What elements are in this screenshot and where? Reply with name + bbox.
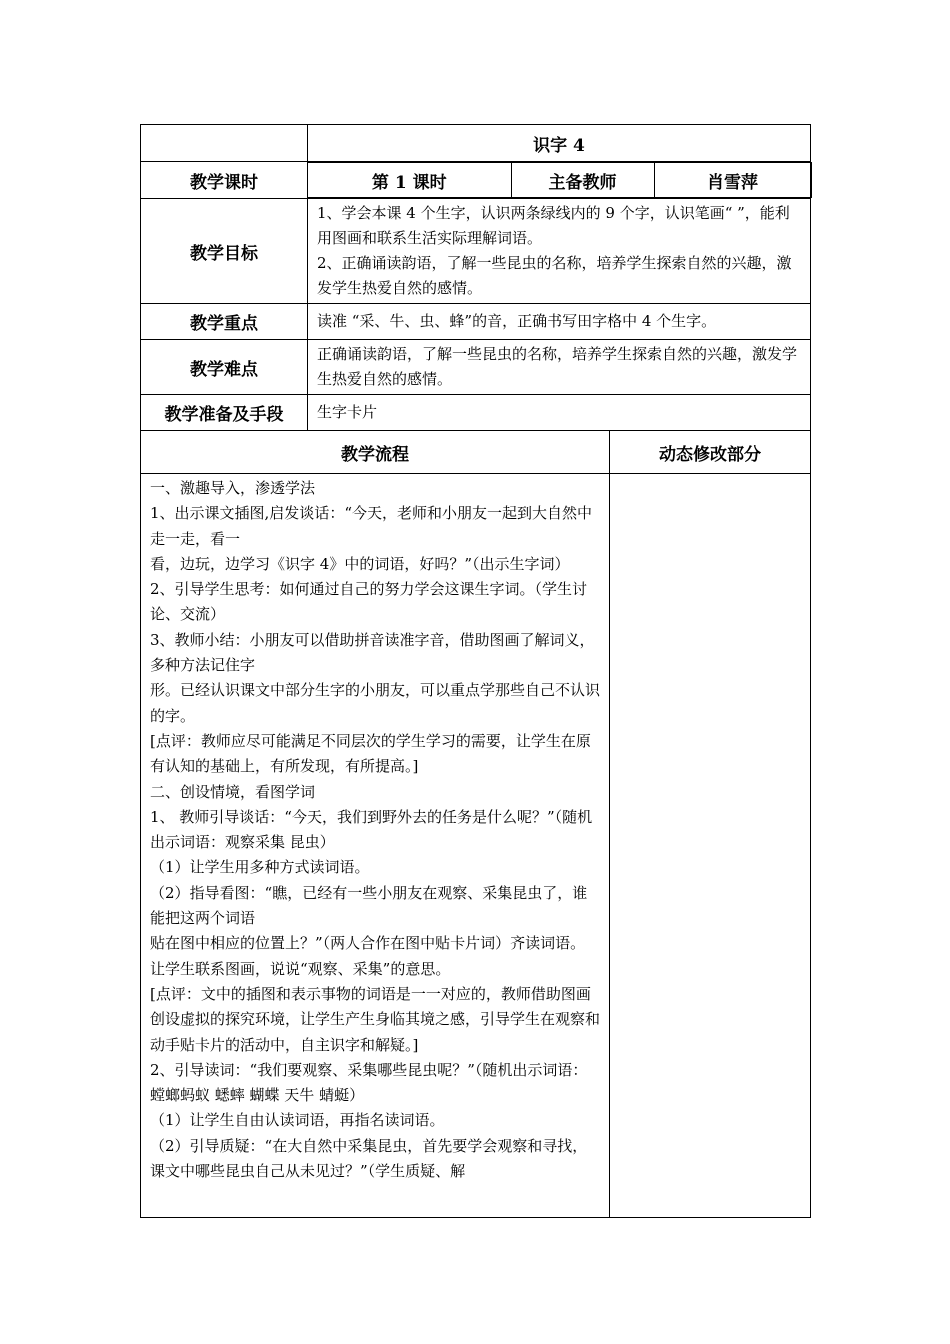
difficulties-label: 教学难点 — [141, 340, 308, 395]
period-cells — [308, 162, 811, 199]
flow-header-process: 教学流程 — [141, 431, 610, 474]
flow-line: 看，边玩，边学习《识字 4》中的词语，好吗？”（出示生字词） — [150, 554, 570, 573]
flow-header-changes: 动态修改部分 — [610, 431, 811, 474]
flow-line: 二、创设情境，看图学词 — [150, 782, 316, 801]
flow-header-row — [141, 431, 811, 474]
teacher-label: 主备教师 — [511, 163, 654, 198]
flow-line: （1）让学生自由认读词语，再指名读词语。 — [150, 1111, 445, 1130]
flow-line: （2）指导看图：“瞧，已经有一些小朋友在观察、采集昆虫了，谁能把这两个词语 — [150, 883, 588, 928]
objective-1: 1、学会本课 4 个生字，认识两条绿线内的 9 个字，认识笔画“ ”，能利用图画和联系生活实际理解词语。 — [317, 204, 790, 247]
flow-line: 3、教师小结：小朋友可以借助拼音读准字音，借助图画了解词义，多种方法记住字 — [150, 630, 595, 675]
title-row — [141, 125, 811, 162]
period-value: 第 1 课时 — [308, 163, 511, 198]
preparation-label: 教学准备及手段 — [141, 395, 308, 431]
preparation-text: 生字卡片 — [308, 395, 811, 431]
objectives-text — [308, 199, 811, 304]
title-blank-cell — [141, 125, 308, 162]
flow-changes-cell — [610, 474, 811, 1218]
flow-line: [点评：教师应尽可能满足不同层次的学生学习的需要，让学生在原有认知的基础上，有所发现，有所提高。] — [150, 731, 591, 776]
objectives-row — [141, 199, 811, 304]
flow-line: 让学生联系图画，说说“观察、采集”的意思。 — [150, 959, 451, 978]
flow-line: 1、 教师引导谈话：“今天，我们到野外去的任务是什么呢？”（随机出示词语：观察采集 昆虫） — [150, 807, 593, 852]
flow-body-row — [141, 474, 811, 1218]
key-points-row — [141, 304, 811, 340]
flow-line: （2）引导质疑：“在大自然中采集昆虫，首先要学会观察和寻找，课文中哪些昆虫自己从未见过？”（学生质疑、解 — [150, 1136, 588, 1181]
key-points-label: 教学重点 — [141, 304, 308, 340]
difficulties-text: 正确诵读韵语，了解一些昆虫的名称，培养学生探索自然的兴趣，激发学生热爱自然的感情。 — [308, 340, 811, 395]
flow-line: [点评：文中的插图和表示事物的词语是一一对应的，教师借助图画创设虚拟的探究环境，让学生产生身临其境之感，引导学生在观察和动手贴卡片的活动中，自主识字和解疑。] — [150, 984, 601, 1054]
lesson-plan-table — [140, 124, 811, 1218]
objectives-label: 教学目标 — [141, 199, 308, 304]
period-row — [141, 162, 811, 199]
flow-line: （1）让学生用多种方式读词语。 — [150, 858, 370, 877]
flow-line: 2、引导学生思考：如何通过自己的努力学会这课生字词。（学生讨论、交流） — [150, 580, 588, 624]
flow-line: 2、引导读词：“我们要观察、采集哪些昆虫呢？”（随机出示词语：螳螂蚂蚁 蟋蟀 蝴蝶 天牛 蜻蜓） — [150, 1060, 588, 1105]
lesson-title: 识字 4 — [308, 125, 811, 162]
key-points-text: 读准 “采、牛、虫、蜂”的音，正确书写田字格中 4 个生字。 — [308, 304, 811, 340]
flow-line: 1、出示课文插图,启发谈话：“今天，老师和小朋友一起到大自然中走一走，看一 — [150, 504, 592, 548]
teacher-name: 肖雪萍 — [654, 163, 811, 198]
difficulties-row — [141, 340, 811, 395]
flow-line: 贴在图中相应的位置上？”（两人合作在图中贴卡片词）齐读词语。 — [150, 934, 586, 953]
flow-line: 形。已经认识课文中部分生字的小朋友，可以重点学那些自己不认识的字。 — [150, 681, 601, 725]
flow-line: 一、激趣导入，渗透学法 — [150, 479, 316, 497]
flow-content — [141, 474, 610, 1218]
period-label: 教学课时 — [141, 162, 308, 199]
objective-2: 2、正确诵读韵语，了解一些昆虫的名称，培养学生探索自然的兴趣，激发学生热爱自然的感情。 — [317, 254, 792, 297]
preparation-row — [141, 395, 811, 431]
